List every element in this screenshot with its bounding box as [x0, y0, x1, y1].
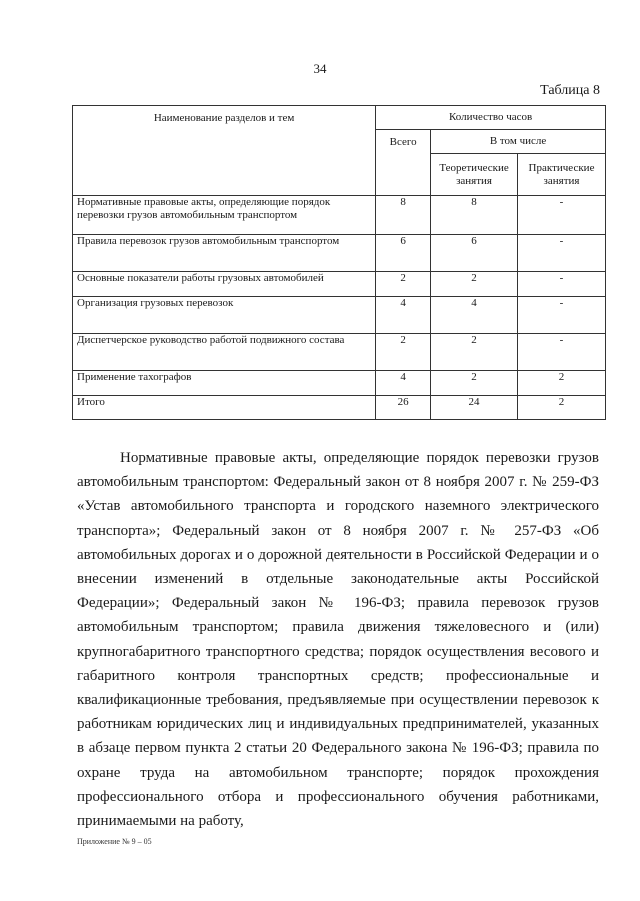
- row-practice: -: [518, 272, 606, 297]
- row-theory: 4: [431, 297, 518, 334]
- header-theory: Теоретические занятия: [431, 154, 518, 196]
- table-row: [73, 272, 606, 297]
- row-name: Нормативные правовые акты, определяющие порядок перевозки грузов автомобильным транспортом: [73, 196, 376, 235]
- row-total: 4: [376, 371, 431, 396]
- row-theory: 8: [431, 196, 518, 235]
- row-name: Диспетчерское руководство работой подвижного состава: [73, 334, 376, 371]
- row-total: 2: [376, 272, 431, 297]
- row-name: Основные показатели работы грузовых автомобилей: [73, 272, 376, 297]
- table-row: [73, 235, 606, 272]
- row-theory: 2: [431, 371, 518, 396]
- row-total: 26: [376, 396, 431, 420]
- row-practice: -: [518, 235, 606, 272]
- row-theory: 2: [431, 334, 518, 371]
- row-practice: -: [518, 196, 606, 235]
- header-hours: Количество часов: [376, 106, 606, 130]
- row-name: Итого: [73, 396, 376, 420]
- row-practice: 2: [518, 396, 606, 420]
- header-section-name: Наименование разделов и тем: [73, 106, 376, 196]
- header-practice: Практические занятия: [518, 154, 606, 196]
- row-theory: 2: [431, 272, 518, 297]
- paragraph: Нормативные правовые акты, определяющие порядок перевозки грузов автомобильным транспортом: Федеральный закон от 8 ноября 2007 г. № 259-ФЗ «Устав автомобильного транспорта и городского наземного электрического транспорта»; Федеральный закон от 8 ноября 2007 г. № 257-ФЗ «Об автомобильных дорогах и о дорожной деятельности в Российской Федерации и о внесении изменений в отдельные законодательные акты Российской Федерации»; Федеральный закон № 196-ФЗ; правила перевозок грузов автомобильным транспортом; правила движения тяжеловесного и (или) крупногабаритного транспортного средства; порядок осуществления весового и габаритного контроля транспортных средств; профессиональные и квалификационные требования, предъявляемые при осуществлении перевозок к работникам юридических лиц и индивидуальных предпринимателей, указанных в абзаце первом пункта 2 статьи 20 Федерального закона № 196-ФЗ; правила по охране труда на автомобильном транспорте; порядок прохождения профессионального отбора и профессионального обучения работниками, принимаемыми на работу,: [77, 450, 599, 830]
- hours-table: [72, 105, 606, 420]
- table-row: [73, 334, 606, 371]
- row-total: 4: [376, 297, 431, 334]
- row-practice: 2: [518, 371, 606, 396]
- table-row-total: [73, 396, 606, 420]
- row-total: 6: [376, 235, 431, 272]
- row-practice: -: [518, 334, 606, 371]
- header-total: Всего: [376, 130, 431, 196]
- row-total: 2: [376, 334, 431, 371]
- footer-note: Приложение № 9 – 05: [77, 837, 152, 846]
- row-name: Организация грузовых перевозок: [73, 297, 376, 334]
- table-caption: Таблица 8: [540, 83, 600, 98]
- table-row: [73, 297, 606, 334]
- table-row: [73, 196, 606, 235]
- row-name: Применение тахографов: [73, 371, 376, 396]
- row-total: 8: [376, 196, 431, 235]
- row-name: Правила перевозок грузов автомобильным транспортом: [73, 235, 376, 272]
- row-practice: -: [518, 297, 606, 334]
- row-theory: 24: [431, 396, 518, 420]
- page-number: 34: [313, 61, 327, 76]
- body-text: [77, 446, 599, 833]
- header-including: В том числе: [431, 130, 606, 154]
- row-theory: 6: [431, 235, 518, 272]
- table-row: [73, 371, 606, 396]
